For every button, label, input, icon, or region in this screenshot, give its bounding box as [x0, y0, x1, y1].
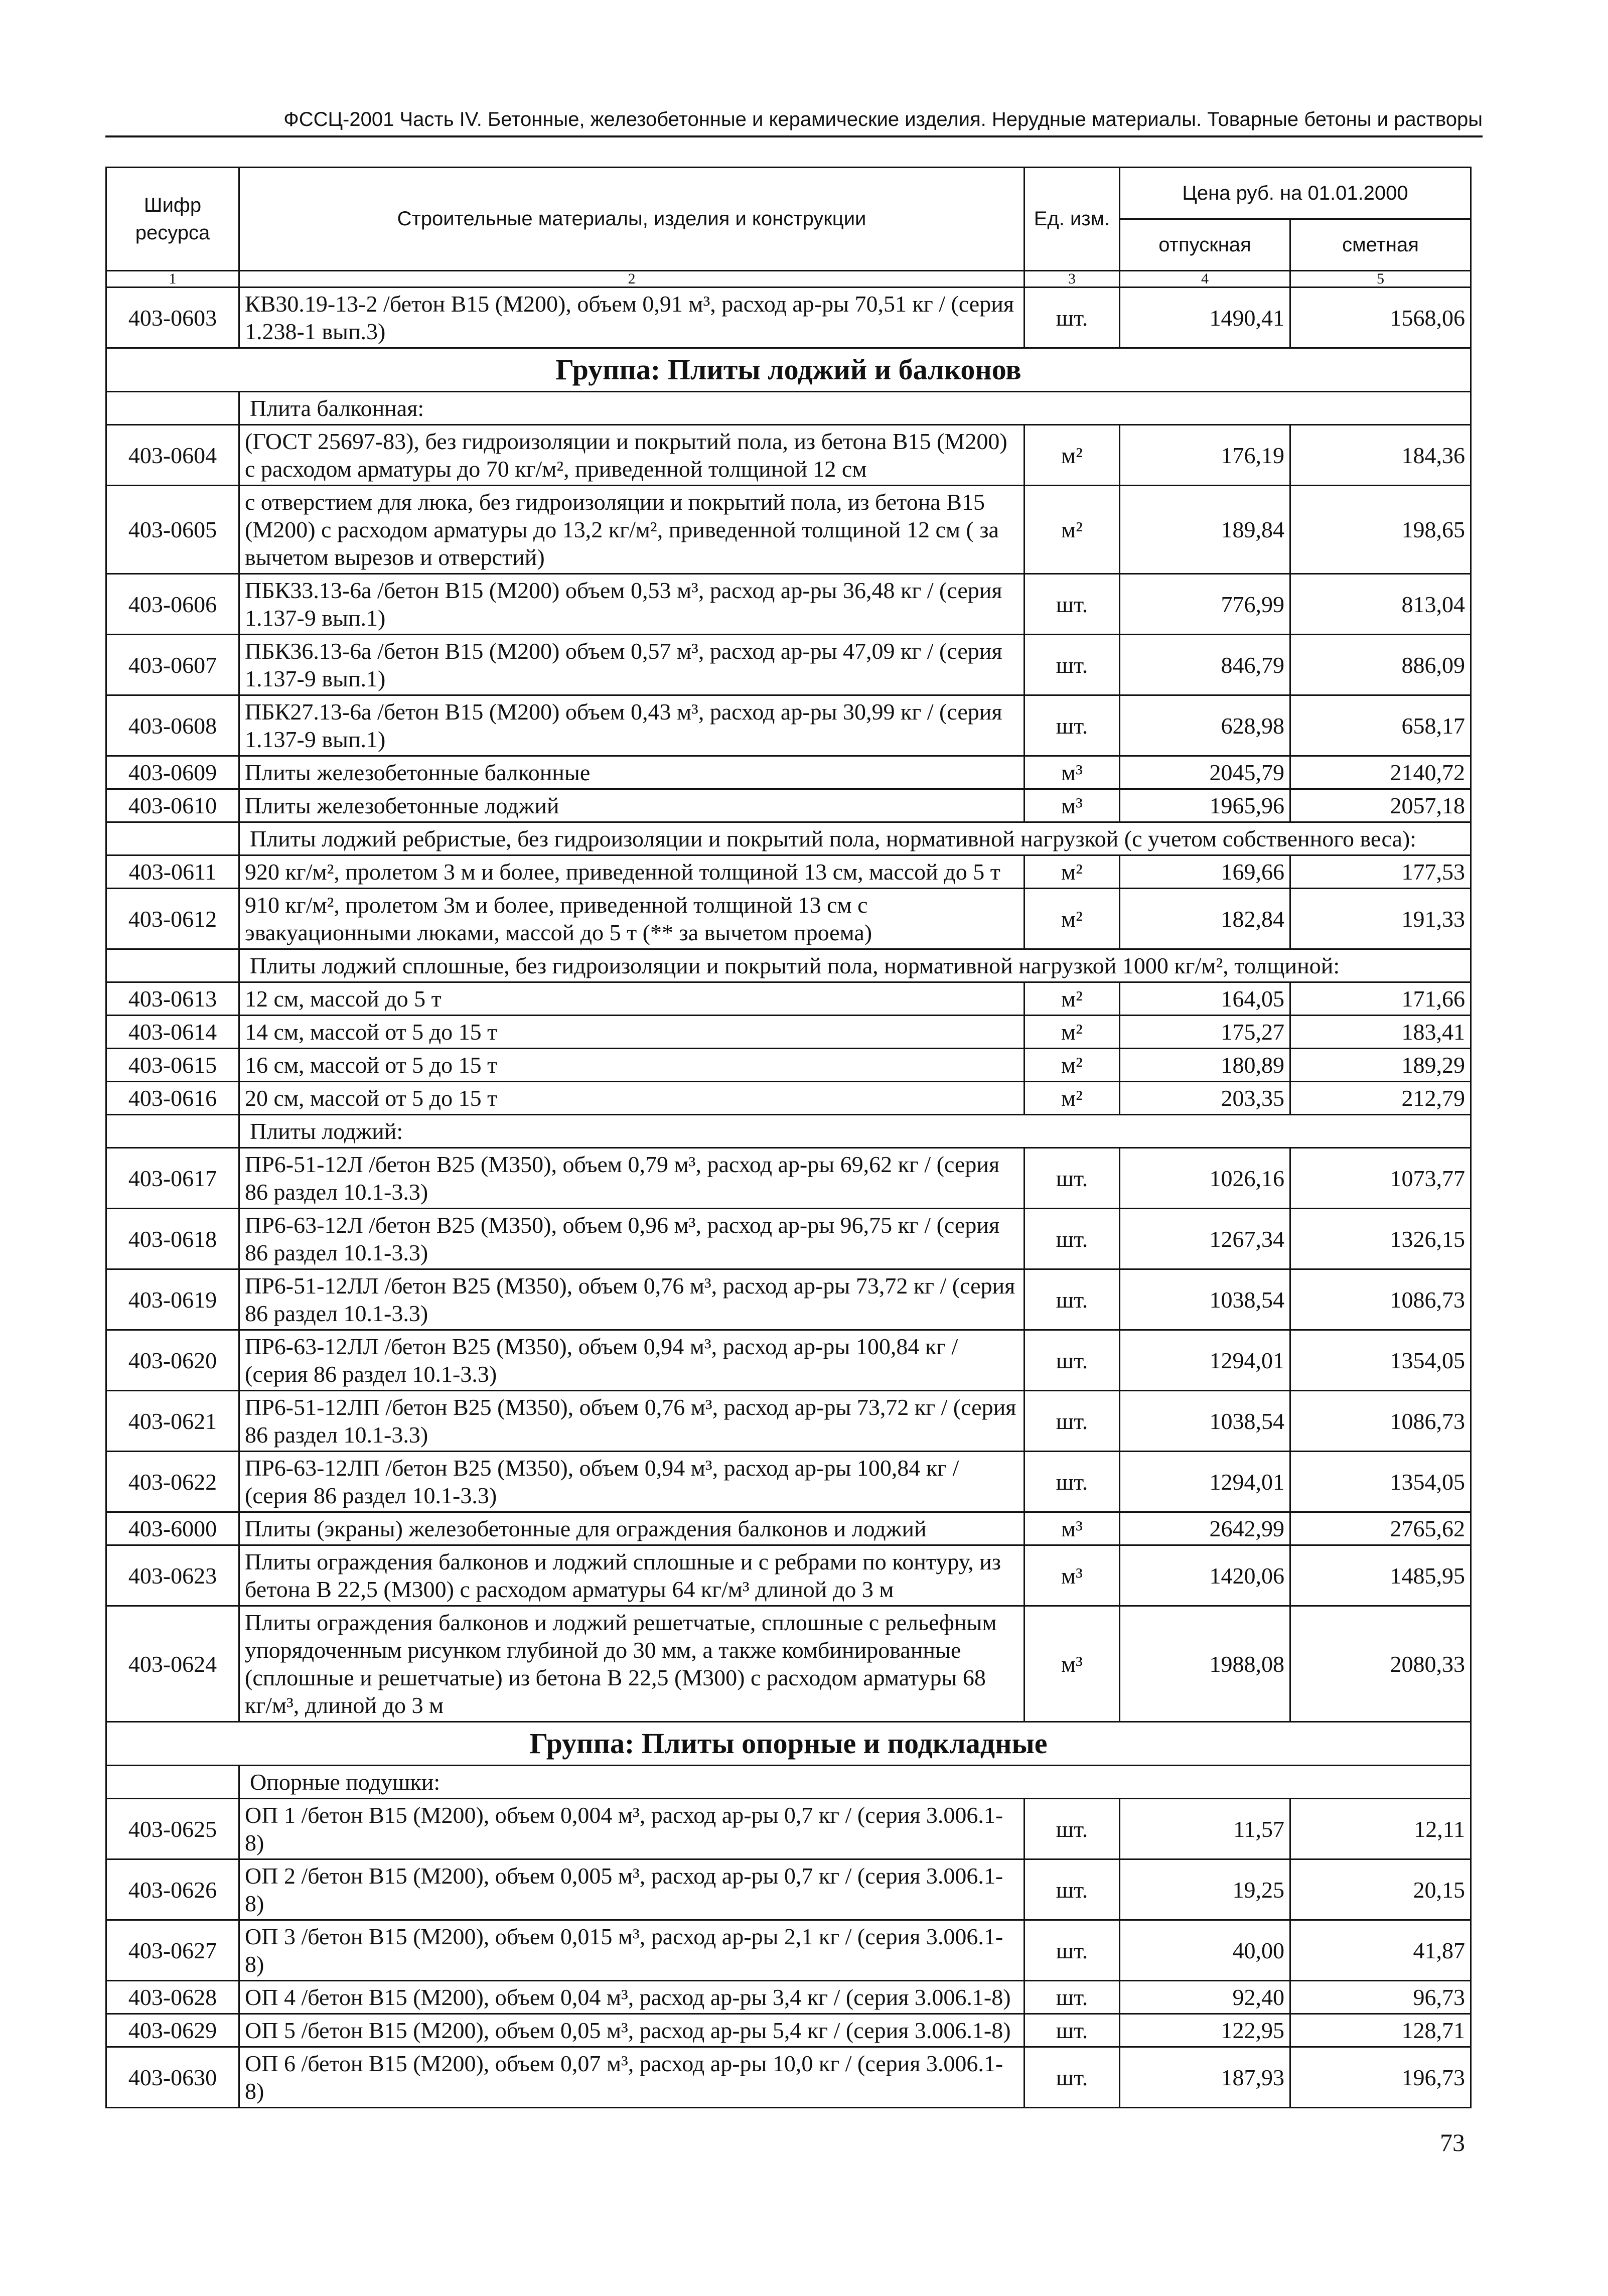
resource-code-cell: 403-0604	[106, 425, 239, 486]
description-cell: ОП 3 /бетон В15 (М200), объем 0,015 м³, расход ар-ры 2,1 кг / (серия 3.006.1-8)	[239, 1920, 1025, 1981]
estimate-price-cell: 212,79	[1290, 1082, 1471, 1115]
col-name-header: Строительные материалы, изделия и конструкции	[239, 168, 1025, 271]
col-number: 4	[1120, 271, 1290, 288]
col-release-header: отпускная	[1120, 219, 1290, 271]
release-price-cell: 189,84	[1120, 486, 1290, 574]
estimate-price-cell: 886,09	[1290, 635, 1471, 695]
subheading-row	[106, 949, 1471, 982]
unit-cell: м³	[1025, 789, 1120, 822]
resource-code-cell: 403-0614	[106, 1016, 239, 1049]
subheading-row	[106, 1115, 1471, 1148]
release-price-cell: 19,25	[1120, 1859, 1290, 1920]
description-cell: 910 кг/м², пролетом 3м и более, приведенной толщиной 13 см с эвакуационными люками, массой до 5 т (** за вычетом проема)	[239, 889, 1025, 949]
description-cell: ПР6-63-12ЛЛ /бетон В25 (М350), объем 0,94 м³, расход ар-ры 100,84 кг / (серия 86 раздел 10.1-3.3)	[239, 1330, 1025, 1391]
subheading-row	[106, 1766, 1471, 1799]
resource-code-cell: 403-0630	[106, 2047, 239, 2108]
resource-code-cell: 403-0603	[106, 288, 239, 348]
col-number: 2	[239, 271, 1025, 288]
estimate-price-cell: 96,73	[1290, 1981, 1471, 2014]
table-row	[106, 1269, 1471, 1330]
estimate-price-cell: 1086,73	[1290, 1269, 1471, 1330]
unit-cell: м³	[1025, 1545, 1120, 1606]
col-number: 5	[1290, 271, 1471, 288]
resource-code-cell: 403-0605	[106, 486, 239, 574]
description-cell: ПР6-51-12ЛЛ /бетон В25 (М350), объем 0,76 м³, расход ар-ры 73,72 кг / (серия 86 раздел 10.1-3.3)	[239, 1269, 1025, 1330]
release-price-cell: 2045,79	[1120, 756, 1290, 789]
unit-cell: шт.	[1025, 288, 1120, 348]
release-price-cell: 1038,54	[1120, 1269, 1290, 1330]
table-body	[106, 288, 1471, 2108]
description-cell: 16 см, массой от 5 до 15 т	[239, 1049, 1025, 1082]
resource-code-cell: 403-0627	[106, 1920, 239, 1981]
unit-cell: шт.	[1025, 1920, 1120, 1981]
resource-code-cell: 403-0611	[106, 855, 239, 889]
table-row	[106, 1545, 1471, 1606]
description-cell: ПБК36.13-6а /бетон В15 (М200) объем 0,57 м³, расход ар-ры 47,09 кг / (серия 1.137-9 вып.1)	[239, 635, 1025, 695]
release-price-cell: 11,57	[1120, 1799, 1290, 1859]
release-price-cell: 169,66	[1120, 855, 1290, 889]
table-row	[106, 1391, 1471, 1452]
description-cell: Плиты железобетонные лоджий	[239, 789, 1025, 822]
resource-code-cell: 403-0615	[106, 1049, 239, 1082]
description-cell: ОП 4 /бетон В15 (М200), объем 0,04 м³, расход ар-ры 3,4 кг / (серия 3.006.1-8)	[239, 1981, 1025, 2014]
resource-code-cell: 403-0620	[106, 1330, 239, 1391]
unit-cell: шт.	[1025, 1269, 1120, 1330]
empty-code-cell	[106, 822, 239, 855]
table-row	[106, 1082, 1471, 1115]
subheading-text: Опорные подушки:	[239, 1766, 1471, 1799]
release-price-cell: 1038,54	[1120, 1391, 1290, 1452]
estimate-price-cell: 2057,18	[1290, 789, 1471, 822]
unit-cell: м³	[1025, 1606, 1120, 1722]
table-row	[106, 982, 1471, 1016]
description-cell: Плиты (экраны) железобетонные для ограждения балконов и лоджий	[239, 1512, 1025, 1545]
description-cell: Плиты ограждения балконов и лоджий сплошные и с ребрами по контуру, из бетона В 22,5 (М300) с расходом арматуры 64 кг/м³ длиной до 3 м	[239, 1545, 1025, 1606]
estimate-price-cell: 191,33	[1290, 889, 1471, 949]
group-title: Группа: Плиты опорные и подкладные	[106, 1722, 1471, 1766]
description-cell: ПР6-51-12ЛП /бетон В25 (М350), объем 0,76 м³, расход ар-ры 73,72 кг / (серия 86 раздел 10.1-3.3)	[239, 1391, 1025, 1452]
col-price-group-header: Цена руб. на 01.01.2000	[1120, 168, 1471, 219]
resource-code-cell: 403-0610	[106, 789, 239, 822]
release-price-cell: 846,79	[1120, 635, 1290, 695]
unit-cell: шт.	[1025, 1391, 1120, 1452]
resource-code-cell: 403-0612	[106, 889, 239, 949]
estimate-price-cell: 2080,33	[1290, 1606, 1471, 1722]
estimate-price-cell: 1485,95	[1290, 1545, 1471, 1606]
description-cell: ПР6-63-12ЛП /бетон В25 (М350), объем 0,94 м³, расход ар-ры 100,84 кг / (серия 86 раздел 10.1-3.3)	[239, 1452, 1025, 1512]
empty-code-cell	[106, 1766, 239, 1799]
release-price-cell: 180,89	[1120, 1049, 1290, 1082]
estimate-price-cell: 12,11	[1290, 1799, 1471, 1859]
unit-cell: шт.	[1025, 1799, 1120, 1859]
estimate-price-cell: 658,17	[1290, 695, 1471, 756]
estimate-price-cell: 177,53	[1290, 855, 1471, 889]
estimate-price-cell: 198,65	[1290, 486, 1471, 574]
estimate-price-cell: 196,73	[1290, 2047, 1471, 2108]
resource-code-cell: 403-0619	[106, 1269, 239, 1330]
release-price-cell: 122,95	[1120, 2014, 1290, 2047]
estimate-price-cell: 189,29	[1290, 1049, 1471, 1082]
table-row	[106, 1209, 1471, 1269]
col-unit-header: Ед. изм.	[1025, 168, 1120, 271]
description-cell: 920 кг/м², пролетом 3 м и более, приведенной толщиной 13 см, массой до 5 т	[239, 855, 1025, 889]
description-cell: ОП 2 /бетон В15 (М200), объем 0,005 м³, расход ар-ры 0,7 кг / (серия 3.006.1-8)	[239, 1859, 1025, 1920]
table-row	[106, 288, 1471, 348]
table-row	[106, 1049, 1471, 1082]
unit-cell: шт.	[1025, 695, 1120, 756]
description-cell: ПБК27.13-6а /бетон В15 (М200) объем 0,43 м³, расход ар-ры 30,99 кг / (серия 1.137-9 вып.1)	[239, 695, 1025, 756]
table-row	[106, 2014, 1471, 2047]
description-cell: ПБК33.13-6а /бетон В15 (М200) объем 0,53 м³, расход ар-ры 36,48 кг / (серия 1.137-9 вып.1)	[239, 574, 1025, 635]
col-code-header: Шифр ресурса	[106, 168, 239, 271]
table-row	[106, 1148, 1471, 1209]
resource-code-cell: 403-0616	[106, 1082, 239, 1115]
estimate-price-cell: 2765,62	[1290, 1512, 1471, 1545]
subheading-row	[106, 822, 1471, 855]
unit-cell: шт.	[1025, 1981, 1120, 2014]
description-cell: Плиты ограждения балконов и лоджий решетчатые, сплошные с рельефным упорядоченным рисунком глубиной до 30 мм, а также комбинированные (сплошные и решетчатые) из бетона В 22,5 (М300) с расходом арматуры 68 кг/м³, длиной до 3 м	[239, 1606, 1025, 1722]
unit-cell: шт.	[1025, 1452, 1120, 1512]
resource-code-cell: 403-0613	[106, 982, 239, 1016]
unit-cell: м²	[1025, 1082, 1120, 1115]
table-row	[106, 1330, 1471, 1391]
estimate-price-cell: 1086,73	[1290, 1391, 1471, 1452]
description-cell: с отверстием для люка, без гидроизоляции и покрытий пола, из бетона В15 (М200) с расходом арматуры до 13,2 кг/м², приведенной толщиной 12 см ( за вычетом вырезов и отверстий)	[239, 486, 1025, 574]
estimate-price-cell: 184,36	[1290, 425, 1471, 486]
col-number: 1	[106, 271, 239, 288]
resource-code-cell: 403-6000	[106, 1512, 239, 1545]
resource-code-cell: 403-0608	[106, 695, 239, 756]
release-price-cell: 1294,01	[1120, 1330, 1290, 1391]
unit-cell: шт.	[1025, 1148, 1120, 1209]
estimate-price-cell: 183,41	[1290, 1016, 1471, 1049]
unit-cell: м²	[1025, 855, 1120, 889]
release-price-cell: 187,93	[1120, 2047, 1290, 2108]
release-price-cell: 203,35	[1120, 1082, 1290, 1115]
release-price-cell: 1294,01	[1120, 1452, 1290, 1512]
unit-cell: м²	[1025, 982, 1120, 1016]
resource-code-cell: 403-0621	[106, 1391, 239, 1452]
release-price-cell: 1026,16	[1120, 1148, 1290, 1209]
group-title: Группа: Плиты лоджий и балконов	[106, 348, 1471, 392]
estimate-price-cell: 1326,15	[1290, 1209, 1471, 1269]
unit-cell: шт.	[1025, 2014, 1120, 2047]
release-price-cell: 1490,41	[1120, 288, 1290, 348]
description-cell: ПР6-51-12Л /бетон В25 (М350), объем 0,79 м³, расход ар-ры 69,62 кг / (серия 86 раздел 10.1-3.3)	[239, 1148, 1025, 1209]
release-price-cell: 776,99	[1120, 574, 1290, 635]
description-cell: (ГОСТ 25697-83), без гидроизоляции и покрытий пола, из бетона В15 (М200) с расходом арматуры до 70 кг/м², приведенной толщиной 12 см	[239, 425, 1025, 486]
description-cell: ОП 6 /бетон В15 (М200), объем 0,07 м³, расход ар-ры 10,0 кг / (серия 3.006.1-8)	[239, 2047, 1025, 2108]
empty-code-cell	[106, 1115, 239, 1148]
description-cell: 14 см, массой от 5 до 15 т	[239, 1016, 1025, 1049]
page-number: 73	[1440, 2128, 1465, 2157]
unit-cell: м²	[1025, 486, 1120, 574]
unit-cell: м²	[1025, 1016, 1120, 1049]
estimate-price-cell: 2140,72	[1290, 756, 1471, 789]
estimate-price-cell: 813,04	[1290, 574, 1471, 635]
table-row	[106, 1981, 1471, 2014]
unit-cell: м³	[1025, 756, 1120, 789]
resource-code-cell: 403-0622	[106, 1452, 239, 1512]
estimate-price-cell: 1073,77	[1290, 1148, 1471, 1209]
resource-code-cell: 403-0618	[106, 1209, 239, 1269]
table-row	[106, 1920, 1471, 1981]
unit-cell: шт.	[1025, 1859, 1120, 1920]
release-price-cell: 1988,08	[1120, 1606, 1290, 1722]
table-row	[106, 789, 1471, 822]
table-row	[106, 756, 1471, 789]
table-row	[106, 889, 1471, 949]
table-row	[106, 695, 1471, 756]
description-cell: 20 см, массой от 5 до 15 т	[239, 1082, 1025, 1115]
table-row	[106, 635, 1471, 695]
empty-code-cell	[106, 392, 239, 425]
estimate-price-cell: 1354,05	[1290, 1452, 1471, 1512]
resource-code-cell: 403-0624	[106, 1606, 239, 1722]
description-cell: Плиты железобетонные балконные	[239, 756, 1025, 789]
col-estimate-header: сметная	[1290, 219, 1471, 271]
unit-cell: м³	[1025, 1512, 1120, 1545]
col-number: 3	[1025, 271, 1120, 288]
table-row	[106, 855, 1471, 889]
resource-code-cell: 403-0607	[106, 635, 239, 695]
release-price-cell: 628,98	[1120, 695, 1290, 756]
price-table	[105, 167, 1472, 2108]
description-cell: ОП 1 /бетон В15 (М200), объем 0,004 м³, расход ар-ры 0,7 кг / (серия 3.006.1-8)	[239, 1799, 1025, 1859]
table-row	[106, 2047, 1471, 2108]
table-row	[106, 425, 1471, 486]
resource-code-cell: 403-0626	[106, 1859, 239, 1920]
description-cell: КВ30.19-13-2 /бетон В15 (М200), объем 0,91 м³, расход ар-ры 70,51 кг / (серия 1.238-1 вып.3)	[239, 288, 1025, 348]
release-price-cell: 40,00	[1120, 1920, 1290, 1981]
release-price-cell: 1267,34	[1120, 1209, 1290, 1269]
running-header: ФССЦ-2001 Часть IV. Бетонные, железобетонные и керамические изделия. Нерудные материалы. Товарные бетоны и растворы	[105, 106, 1483, 137]
subheading-text: Плиты лоджий:	[239, 1115, 1471, 1148]
resource-code-cell: 403-0606	[106, 574, 239, 635]
resource-code-cell: 403-0625	[106, 1799, 239, 1859]
table-row	[106, 1452, 1471, 1512]
estimate-price-cell: 20,15	[1290, 1859, 1471, 1920]
subheading-text: Плиты лоджий сплошные, без гидроизоляции и покрытий пола, нормативной нагрузкой 1000 кг/м², толщиной:	[239, 949, 1471, 982]
estimate-price-cell: 41,87	[1290, 1920, 1471, 1981]
table-row	[106, 486, 1471, 574]
group-heading-row	[106, 348, 1471, 392]
release-price-cell: 92,40	[1120, 1981, 1290, 2014]
resource-code-cell: 403-0609	[106, 756, 239, 789]
unit-cell: шт.	[1025, 1330, 1120, 1391]
unit-cell: м²	[1025, 425, 1120, 486]
table-row	[106, 1016, 1471, 1049]
release-price-cell: 2642,99	[1120, 1512, 1290, 1545]
unit-cell: м²	[1025, 889, 1120, 949]
table-row	[106, 1512, 1471, 1545]
subheading-text: Плиты лоджий ребристые, без гидроизоляции и покрытий пола, нормативной нагрузкой (с учетом собственного веса):	[239, 822, 1471, 855]
release-price-cell: 182,84	[1120, 889, 1290, 949]
empty-code-cell	[106, 949, 239, 982]
release-price-cell: 175,27	[1120, 1016, 1290, 1049]
release-price-cell: 176,19	[1120, 425, 1290, 486]
table-row	[106, 1606, 1471, 1722]
table-header	[106, 168, 1471, 288]
estimate-price-cell: 171,66	[1290, 982, 1471, 1016]
subheading-text: Плита балконная:	[239, 392, 1471, 425]
unit-cell: шт.	[1025, 635, 1120, 695]
estimate-price-cell: 1568,06	[1290, 288, 1471, 348]
release-price-cell: 1420,06	[1120, 1545, 1290, 1606]
unit-cell: шт.	[1025, 574, 1120, 635]
table-row	[106, 574, 1471, 635]
description-cell: ОП 5 /бетон В15 (М200), объем 0,05 м³, расход ар-ры 5,4 кг / (серия 3.006.1-8)	[239, 2014, 1025, 2047]
resource-code-cell: 403-0623	[106, 1545, 239, 1606]
unit-cell: м²	[1025, 1049, 1120, 1082]
description-cell: ПР6-63-12Л /бетон В25 (М350), объем 0,96 м³, расход ар-ры 96,75 кг / (серия 86 раздел 10.1-3.3)	[239, 1209, 1025, 1269]
estimate-price-cell: 128,71	[1290, 2014, 1471, 2047]
resource-code-cell: 403-0628	[106, 1981, 239, 2014]
unit-cell: шт.	[1025, 2047, 1120, 2108]
unit-cell: шт.	[1025, 1209, 1120, 1269]
subheading-row	[106, 392, 1471, 425]
estimate-price-cell: 1354,05	[1290, 1330, 1471, 1391]
resource-code-cell: 403-0629	[106, 2014, 239, 2047]
description-cell: 12 см, массой до 5 т	[239, 982, 1025, 1016]
release-price-cell: 164,05	[1120, 982, 1290, 1016]
group-heading-row	[106, 1722, 1471, 1766]
table-row	[106, 1859, 1471, 1920]
table-row	[106, 1799, 1471, 1859]
resource-code-cell: 403-0617	[106, 1148, 239, 1209]
release-price-cell: 1965,96	[1120, 789, 1290, 822]
